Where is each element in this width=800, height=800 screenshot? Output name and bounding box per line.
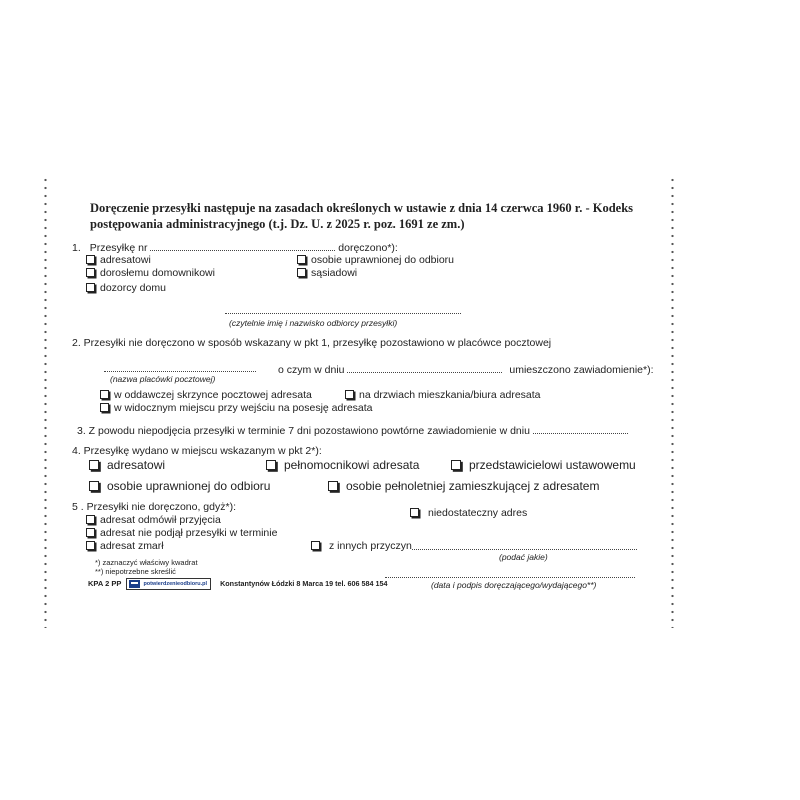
courier-signature-caption: (data i podpis doręczającego/wydającego**)	[431, 580, 597, 590]
section2-text: 2. Przesyłki nie doręczono w sposób wskazany w pkt 1, przesyłkę pozostawiono w placówce pocztowej	[72, 337, 552, 349]
s5-option-zmarl[interactable]	[86, 540, 164, 552]
form-title-line1: Doręczenie przesyłki następuje na zasadach określonych w ustawie z dnia 14 czerwca 1960 r. - Kodeks	[90, 201, 634, 215]
recipient-name-line[interactable]	[225, 313, 461, 314]
section1-number: 1.	[72, 242, 81, 254]
publisher-address: Konstantynów Łódzki 8 Marca 19 tel. 606 584 154	[220, 578, 388, 588]
section2-umieszczono: umieszczono zawiadomienie*):	[509, 364, 654, 376]
section1-header	[72, 241, 398, 254]
checkbox[interactable]	[89, 460, 99, 470]
checkbox[interactable]	[86, 283, 95, 292]
checkbox[interactable]	[100, 403, 109, 412]
checkbox[interactable]	[297, 255, 306, 264]
option-label: adresatowi	[100, 254, 151, 266]
option-label: w oddawczej skrzynce pocztowej adresata	[114, 389, 312, 401]
option-label: dorosłemu domownikowi	[100, 267, 215, 279]
s1-option-osobie[interactable]	[297, 254, 454, 266]
s1-option-doroslemu[interactable]	[86, 267, 215, 279]
footnote-2: **) niepotrzebne skreślić	[95, 567, 176, 576]
section3-row	[77, 424, 628, 437]
s2-option-skrzynce[interactable]	[100, 389, 312, 401]
footnote-1: *) zaznaczyć właściwy kwadrat	[95, 558, 198, 567]
form-title-line2: postępowania administracyjnego (t.j. Dz. U. z 2025 r. poz. 1691 ze zm.)	[90, 217, 465, 231]
option-label: adresat nie podjął przesyłki w terminie	[100, 527, 278, 539]
checkbox[interactable]	[86, 268, 95, 277]
s4-option-pelnomocnikowi[interactable]	[266, 458, 419, 472]
option-label: w widocznym miejscu przy wejściu na posesję adresata	[114, 402, 373, 414]
option-label: osobie uprawnionej do odbioru	[107, 479, 271, 493]
checkbox[interactable]	[89, 481, 99, 491]
section2-date-row	[278, 363, 654, 376]
option-label: osobie pełnoletniej zamieszkującej z adresatem	[346, 479, 600, 493]
option-label: na drzwiach mieszkania/biura adresata	[359, 389, 541, 401]
s4-option-osobie[interactable]	[89, 479, 270, 493]
other-reason-caption: (podać jakie)	[499, 552, 548, 562]
checkbox[interactable]	[311, 541, 320, 550]
publisher-logo	[126, 578, 211, 590]
option-label: pełnomocnikowi adresata	[284, 458, 420, 472]
logo-icon	[129, 580, 140, 588]
checkbox[interactable]	[451, 460, 461, 470]
s1-option-adresatowi[interactable]	[86, 254, 151, 266]
checkbox[interactable]	[86, 255, 95, 264]
section3-text: 3. Z powodu niepodjęcia przesyłki w terminie 7 dni pozostawiono powtórne zawiadomienie w dniu	[77, 425, 530, 437]
s1-option-sasiadowi[interactable]	[297, 267, 357, 279]
s4-option-pelnoletniej[interactable]	[328, 479, 599, 493]
section1-label: Przesyłkę nr	[89, 242, 148, 254]
s5-option-niedostateczny[interactable]	[410, 507, 527, 519]
checkbox[interactable]	[86, 541, 95, 550]
checkbox[interactable]	[100, 390, 109, 399]
checkbox[interactable]	[410, 508, 419, 517]
section5-text: 5 . Przesyłki nie doręczono, gdyż*):	[72, 501, 236, 513]
checkbox[interactable]	[345, 390, 354, 399]
s2-option-widocznym[interactable]	[100, 402, 373, 414]
form-code: KPA 2 PP	[88, 578, 122, 588]
courier-signature-line[interactable]	[385, 577, 635, 578]
section2-czym: o czym w dniu	[278, 364, 345, 376]
checkbox[interactable]	[266, 460, 276, 470]
notice-date-field[interactable]	[347, 363, 502, 373]
option-label: dozorcy domu	[100, 282, 166, 294]
section1-delivered: doręczono*):	[338, 242, 398, 254]
option-label: sąsiadowi	[311, 267, 358, 279]
perforation-left	[44, 176, 47, 628]
s1-option-dozorcy[interactable]	[86, 282, 166, 294]
s5-option-niepodjal[interactable]	[86, 527, 277, 539]
option-label: niedostateczny adres	[428, 507, 528, 519]
post-office-caption: (nazwa placówki pocztowej)	[110, 374, 216, 384]
option-label: adresatowi	[107, 458, 166, 472]
post-office-name-line[interactable]	[104, 371, 256, 372]
perforation-right	[671, 176, 674, 628]
recipient-name-caption: (czytelnie imię i nazwisko odbiorcy przesyłki)	[229, 318, 398, 328]
checkbox[interactable]	[328, 481, 338, 491]
s5-option-odmowil[interactable]	[86, 514, 221, 526]
checkbox[interactable]	[86, 515, 95, 524]
logo-text: potwierdzenieodbioru.pl	[143, 581, 207, 587]
option-label: z innych przyczyn	[329, 540, 412, 552]
s2-option-drzwiach[interactable]	[345, 389, 541, 401]
other-reason-line[interactable]	[412, 549, 637, 550]
parcel-number-field[interactable]	[150, 241, 335, 251]
s5-option-inne[interactable]	[311, 540, 412, 552]
footer-row	[88, 578, 387, 590]
option-label: adresat zmarł	[100, 540, 164, 552]
second-notice-date-field[interactable]	[533, 424, 628, 434]
s4-option-adresatowi[interactable]	[89, 458, 165, 472]
section4-text: 4. Przesyłkę wydano w miejscu wskazanym w pkt 2*):	[72, 445, 322, 457]
checkbox[interactable]	[86, 528, 95, 537]
option-label: adresat odmówił przyjęcia	[100, 514, 221, 526]
option-label: osobie uprawnionej do odbioru	[311, 254, 455, 266]
option-label: przedstawicielowi ustawowemu	[469, 458, 636, 472]
checkbox[interactable]	[297, 268, 306, 277]
s4-option-przedstawicielowi[interactable]	[451, 458, 636, 472]
